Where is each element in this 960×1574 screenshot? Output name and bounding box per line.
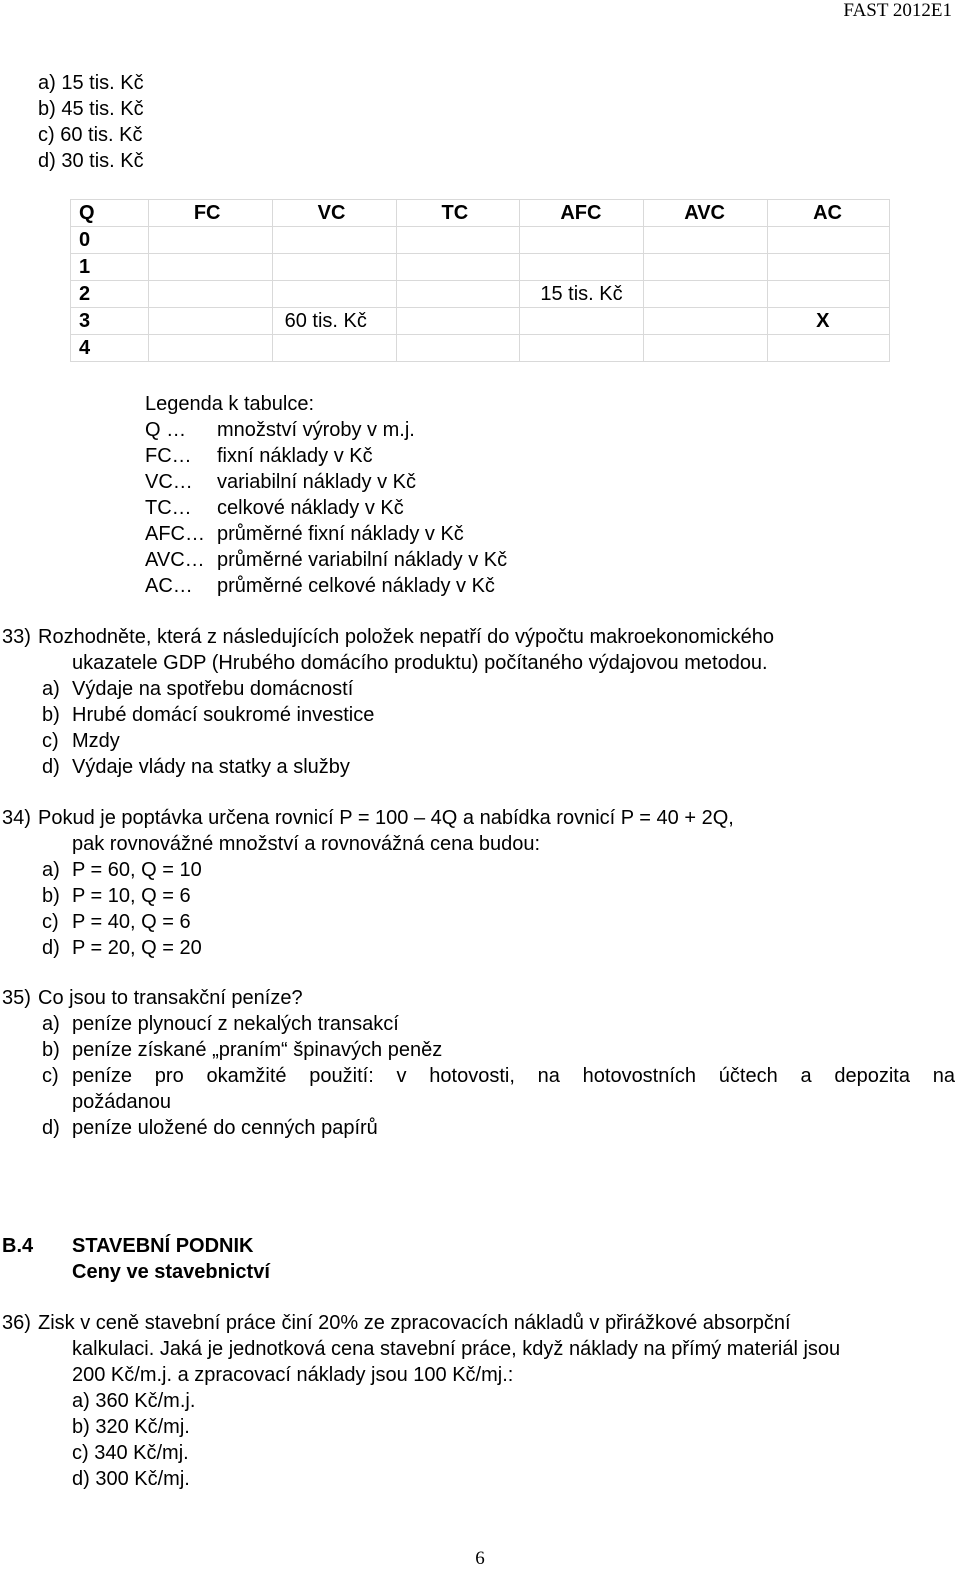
option-text: Mzdy (72, 730, 120, 752)
table-cell: X (768, 308, 890, 335)
table-cell (396, 254, 520, 281)
option-text: P = 10, Q = 6 (72, 885, 191, 907)
option-text: a) 360 Kč/m.j. (72, 1390, 196, 1412)
option-text: d) 300 Kč/mj. (72, 1468, 190, 1490)
section-subtitle: Ceny ve stavebnictví (72, 1261, 270, 1283)
legend-value: variabilní náklady v Kč (217, 471, 416, 493)
table-row (71, 254, 890, 281)
legend-value: průměrné celkové náklady v Kč (217, 575, 495, 597)
table-cell (520, 227, 644, 254)
option-text: P = 20, Q = 20 (72, 937, 202, 959)
option-label: b) (42, 885, 60, 907)
legend-value: průměrné variabilní náklady v Kč (217, 549, 508, 571)
question-text: Zisk v ceně stavební práce činí 20% ze zpracovacích nákladů v přirážkové absorpční (38, 1312, 791, 1334)
question-number: 35) (2, 987, 31, 1009)
header-cell-q: Q (71, 200, 149, 227)
option-label: b) (42, 704, 60, 726)
question-text: Rozhodněte, která z následujících položek nepatří do výpočtu makroekonomického (38, 626, 774, 648)
legend-key: AVC… (145, 549, 205, 571)
header-cell-vc: VC (272, 200, 396, 227)
legend-value: průměrné fixní náklady v Kč (217, 523, 464, 545)
table-cell (148, 335, 272, 362)
table-row (71, 281, 890, 308)
option-label: b) (42, 1039, 60, 1061)
option-text: P = 60, Q = 10 (72, 859, 202, 881)
option-text: Hrubé domácí soukromé investice (72, 704, 375, 726)
prev-option-c: c) 60 tis. Kč (38, 124, 143, 146)
option-text: Výdaje na spotřebu domácností (72, 678, 354, 700)
legend-key: FC… (145, 445, 192, 467)
table-cell (768, 227, 890, 254)
question-text: Co jsou to transakční peníze? (38, 987, 303, 1009)
table-cell (272, 335, 396, 362)
table-cell (768, 335, 890, 362)
document-code: FAST 2012E1 (843, 0, 952, 21)
table-cell (768, 254, 890, 281)
option-label: c) (42, 1065, 59, 1087)
prev-option-d: d) 30 tis. Kč (38, 150, 144, 172)
table-cell (768, 281, 890, 308)
header-cell-afc: AFC (520, 200, 644, 227)
table-cell (520, 335, 644, 362)
option-text-continuation: požádanou (72, 1091, 171, 1113)
table-cell (148, 227, 272, 254)
option-text: P = 40, Q = 6 (72, 911, 191, 933)
question-text: pak rovnovážné množství a rovnovážná cena budou: (72, 833, 541, 855)
question-text: Pokud je poptávka určena rovnicí P = 100 – 4Q a nabídka rovnicí P = 40 + 2Q, (38, 807, 734, 829)
table-cell (644, 281, 768, 308)
table-row (71, 335, 890, 362)
option-label: c) (42, 730, 59, 752)
table-cell (520, 254, 644, 281)
table-header-row (71, 200, 890, 227)
legend-key: Q … (145, 419, 187, 441)
table-cell: 3 (71, 308, 149, 335)
option-text: c) 340 Kč/mj. (72, 1442, 189, 1464)
header-cell-ac: AC (768, 200, 890, 227)
question-text: kalkulaci. Jaká je jednotková cena stavební práce, když náklady na přímý materiál jsou (72, 1338, 841, 1360)
option-label: a) (42, 1013, 60, 1035)
table-cell (148, 254, 272, 281)
table-cell (396, 308, 520, 335)
legend-value: fixní náklady v Kč (217, 445, 373, 467)
option-text: peníze plynoucí z nekalých transakcí (72, 1013, 399, 1035)
table-cell (148, 281, 272, 308)
table-cell (148, 308, 272, 335)
option-label: d) (42, 1117, 60, 1139)
table-cell (644, 308, 768, 335)
legend-value: celkové náklady v Kč (217, 497, 404, 519)
option-text: peníze získané „praním“ špinavých peněz (72, 1039, 443, 1061)
legend-key: VC… (145, 471, 193, 493)
option-text: b) 320 Kč/mj. (72, 1416, 190, 1438)
table-cell: 1 (71, 254, 149, 281)
table-cell (396, 227, 520, 254)
table-cell (272, 281, 396, 308)
prev-option-b: b) 45 tis. Kč (38, 98, 144, 120)
question-text: 200 Kč/m.j. a zpracovací náklady jsou 100 Kč/mj.: (72, 1364, 514, 1386)
page-number: 6 (475, 1548, 485, 1569)
table-cell (272, 254, 396, 281)
section-code: B.4 (2, 1235, 34, 1257)
table-cell: 60 tis. Kč (272, 308, 396, 335)
legend-key: AFC… (145, 523, 205, 545)
option-label: c) (42, 911, 59, 933)
table-row (71, 227, 890, 254)
option-label: d) (42, 756, 60, 778)
option-label: a) (42, 859, 60, 881)
table-cell (272, 227, 396, 254)
header-cell-avc: AVC (644, 200, 768, 227)
header-cell-tc: TC (396, 200, 520, 227)
table-row (71, 308, 890, 335)
option-text: peníze pro okamžité použití: v hotovosti, na hotovostních účtech a depozita na (72, 1065, 955, 1087)
section-title: STAVEBNÍ PODNIK (72, 1235, 254, 1257)
question-number: 33) (2, 626, 31, 648)
option-text: Výdaje vlády na statky a služby (72, 756, 350, 778)
table-cell (644, 254, 768, 281)
table-cell (644, 335, 768, 362)
option-label: a) (42, 678, 60, 700)
table-cell: 15 tis. Kč (520, 281, 644, 308)
table-cell: 0 (71, 227, 149, 254)
option-label: d) (42, 937, 60, 959)
table-cell: 2 (71, 281, 149, 308)
question-number: 36) (2, 1312, 31, 1334)
table-cell (396, 281, 520, 308)
legend-key: TC… (145, 497, 192, 519)
table-cell (520, 308, 644, 335)
prev-option-a: a) 15 tis. Kč (38, 72, 144, 94)
question-number: 34) (2, 807, 31, 829)
legend-value: množství výroby v m.j. (217, 419, 415, 441)
table-cell: 4 (71, 335, 149, 362)
table-cell (644, 227, 768, 254)
question-text: ukazatele GDP (Hrubého domácího produktu) počítaného výdajovou metodou. (72, 652, 768, 674)
table-cell (396, 335, 520, 362)
header-cell-fc: FC (148, 200, 272, 227)
legend-key: AC… (145, 575, 193, 597)
legend-title: Legenda k tabulce: (145, 393, 315, 415)
option-text: peníze uložené do cenných papírů (72, 1117, 378, 1139)
cost-table (70, 199, 890, 362)
